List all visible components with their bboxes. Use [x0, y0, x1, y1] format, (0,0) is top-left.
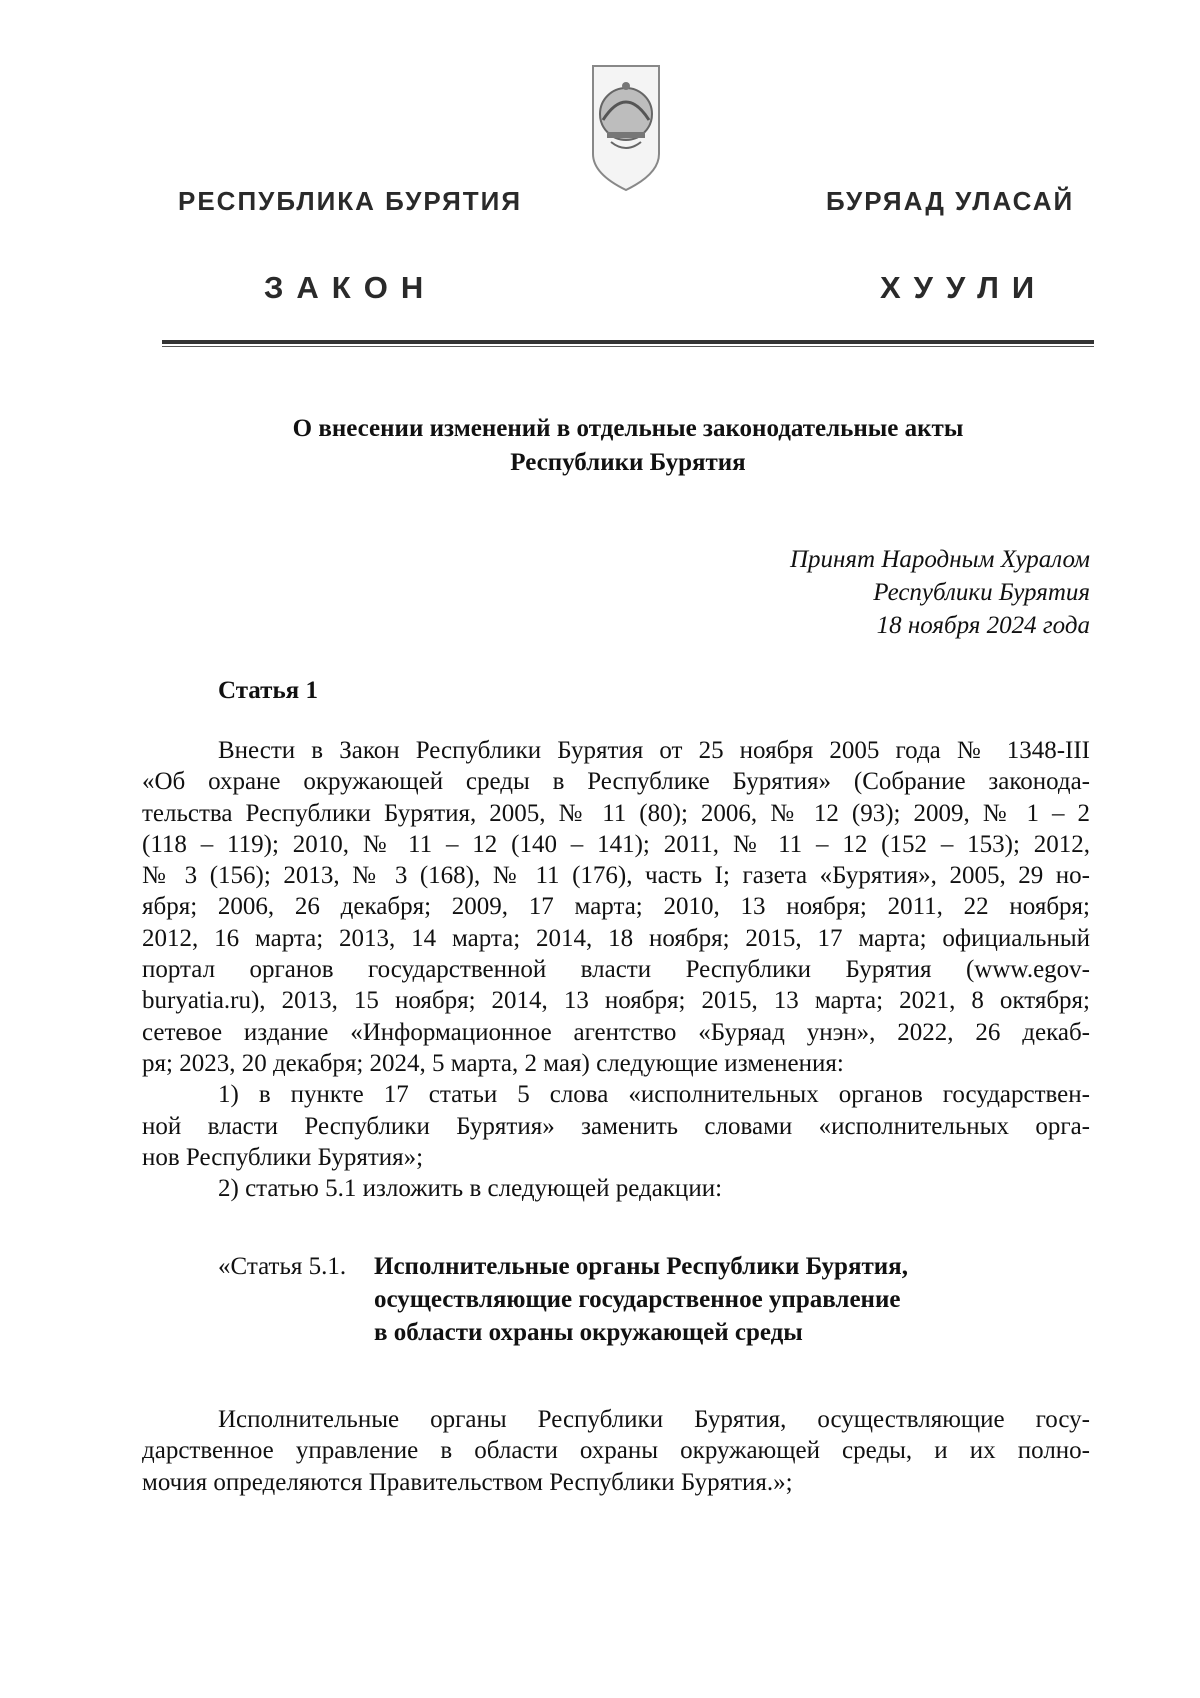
adoption-date: 18 ноября 2024 года [876, 612, 1090, 639]
coat-of-arms-icon [589, 62, 663, 192]
law-title [160, 412, 1096, 480]
text-line: ной власти Республики Бурятия» заменить словами «исполнительных орга- [142, 1112, 1090, 1140]
article-5-1-title: в области охраны окружающей среды [374, 1319, 803, 1346]
text-line: (118 – 119); 2010, № 11 – 12 (140 – 141); 2011, № 11 – 12 (152 – 153); 2012, [142, 830, 1090, 858]
text-line: портал органов государственной власти Республики Бурятия (www.egov- [142, 956, 1090, 984]
article-5-1-title: осуществляющие государственное управление [374, 1286, 901, 1313]
text-line: ря; 2023, 20 декабря; 2024, 5 марта, 2 мая) следующие изменения: [142, 1049, 844, 1077]
republic-name-russian: РЕСПУБЛИКА БУРЯТИЯ [178, 186, 523, 216]
amendment-item-1: 1) в пункте 17 статьи 5 слова «исполнительных органов государствен- [218, 1081, 1090, 1109]
doc-type-russian: ЗАКОН [264, 270, 437, 305]
text-line: нов Республики Бурятия»; [142, 1143, 424, 1171]
text-line: мочия определяются Правительством Республики Бурятия.»; [142, 1468, 793, 1496]
law-title-line: Республики Бурятия [510, 449, 746, 476]
article-1-heading: Статья 1 [218, 677, 318, 704]
text-line: Внести в Закон Республики Бурятия от 25 ноября 2005 года № 1348-III [218, 737, 1090, 764]
text-line: 2012, 16 марта; 2013, 14 марта; 2014, 18 ноября; 2015, 17 марта; официальный [142, 924, 1090, 952]
article-5-1-prefix: «Статья 5.1. [218, 1253, 347, 1280]
text-line: Исполнительные органы Республики Бурятия, осуществляющие госу- [218, 1406, 1090, 1433]
article-5-1-body [142, 1404, 1090, 1498]
text-line: ября; 2006, 26 декабря; 2009, 17 марта; 2010, 13 ноября; 2011, 22 ноября; [142, 893, 1090, 921]
text-line: дарственное управление в области охраны окружающей среды, и их полно- [142, 1437, 1090, 1465]
text-line: № 3 (156); 2013, № 3 (168), № 11 (176), часть I; газета «Бурятия», 2005, 29 но- [142, 862, 1090, 890]
article-5-1-title: Исполнительные органы Республики Бурятия, [374, 1253, 908, 1280]
doc-type-buryat: ХУУЛИ [880, 270, 1048, 305]
text-line: «Об охране окружающей среды в Республике Бурятия» (Собрание законода- [142, 768, 1090, 796]
article-5-1-heading [218, 1250, 908, 1349]
adoption-line: Принят Народным Хуралом [789, 546, 1090, 573]
adoption-note [790, 543, 1090, 642]
header-divider [162, 340, 1094, 344]
republic-name-buryat: БУРЯАД УЛАСАЙ [826, 186, 1075, 216]
header-divider-thin [162, 346, 1094, 347]
law-title-line: О внесении изменений в отдельные законодательные акты [292, 415, 964, 442]
text-line: тельства Республики Бурятия, 2005, № 11 (80); 2006, № 12 (93); 2009, № 1 – 2 [142, 799, 1090, 827]
text-line: buryatia.ru), 2013, 15 ноября; 2014, 13 ноября; 2015, 13 марта; 2021, 8 октября; [142, 987, 1090, 1015]
amendment-item-2: 2) статью 5.1 изложить в следующей редакции: [218, 1175, 723, 1203]
adoption-line: Республики Бурятия [873, 579, 1090, 606]
text-line: сетевое издание «Информационное агентство «Буряад унэн», 2022, 26 декаб- [142, 1018, 1090, 1046]
article-1-body [142, 735, 1090, 1204]
